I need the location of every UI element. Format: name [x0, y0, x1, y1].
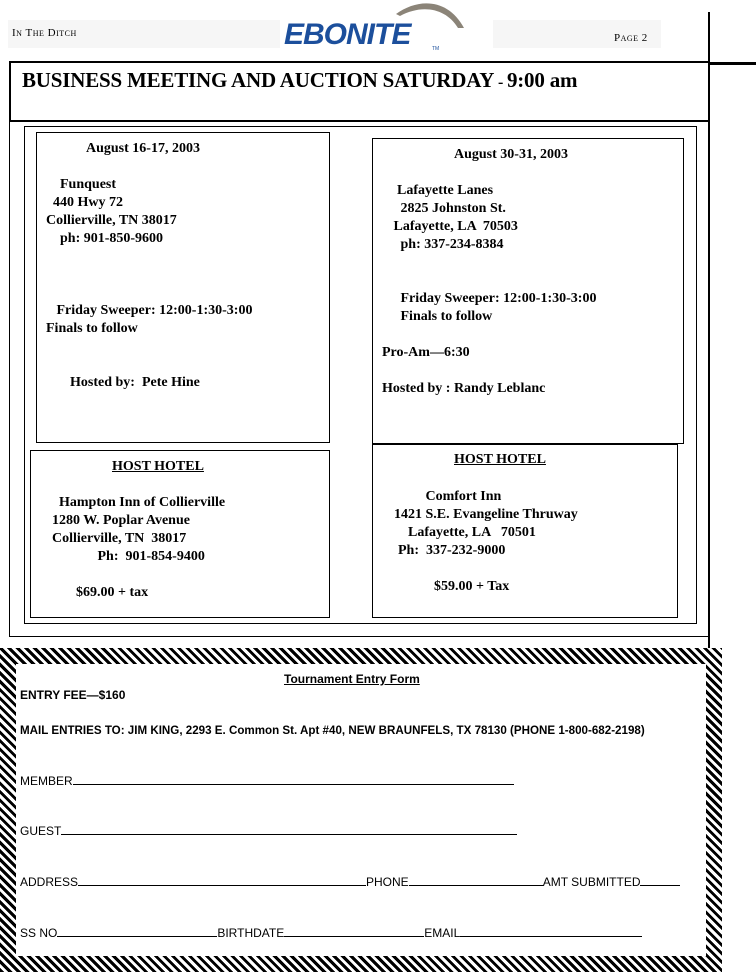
member-field[interactable]: [73, 774, 514, 785]
ssno-row: [20, 926, 642, 940]
entry-form-title: Tournament Entry Form: [284, 672, 420, 686]
ssno-field[interactable]: [57, 926, 217, 937]
amt-submitted-label: AMT SUBMITTED: [542, 875, 641, 889]
phone-label: PHONE: [366, 875, 409, 889]
hotel-right-line2: 1421 S.E. Evangeline Thruway: [394, 507, 578, 522]
hotel-left-line3: Collierville, TN 38017: [52, 531, 187, 546]
event-sweeper-left-line1: Friday Sweeper: 12:00-1:30-3:00: [46, 303, 253, 318]
guest-row: [20, 824, 517, 838]
address-label: ADDRESS: [20, 875, 79, 889]
event-venue-left-line3: Collierville, TN 38017: [46, 213, 177, 228]
page-number: Page 2: [614, 32, 648, 44]
banner-title-text: BUSINESS MEETING AND AUCTION SATURDAY: [22, 68, 495, 92]
entry-form-panel: [16, 664, 706, 956]
event-dates-right: August 30-31, 2003: [454, 147, 568, 162]
banner-time: 9:00 am: [506, 68, 578, 92]
event-host-left: Hosted by: Pete Hine: [70, 375, 200, 390]
entry-fee: ENTRY FEE—$160: [20, 688, 126, 702]
hotel-left-line1: Hampton Inn of Collierville: [52, 495, 226, 510]
member-label: MEMBER: [20, 774, 73, 788]
birthdate-label: BIRTHDATE: [217, 926, 285, 940]
address-row: [20, 875, 680, 889]
hotel-rate-right: $59.00 + Tax: [434, 579, 510, 594]
phone-field[interactable]: [409, 875, 543, 886]
event-sweeper-left-line2: Finals to follow: [46, 321, 138, 336]
email-field[interactable]: [460, 926, 642, 937]
trademark-mark: TM: [432, 46, 440, 52]
event-dates-left: August 16-17, 2003: [86, 141, 200, 156]
event-sweeper-right-line2: Finals to follow: [390, 309, 493, 324]
hotel-right-line4: Ph: 337-232-9000: [398, 543, 506, 558]
mail-entries-line: MAIL ENTRIES TO: JIM KING, 2293 E. Common St. Apt #40, NEW BRAUNFELS, TX 78130 (PHONE 1-800-682-2198): [20, 724, 645, 737]
event-venue-left-line4: ph: 901-850-9600: [46, 231, 164, 246]
newsletter-name: In The Ditch: [12, 27, 77, 39]
birthdate-field[interactable]: [284, 926, 424, 937]
event-venue-left-line2: 440 Hwy 72: [46, 195, 123, 210]
hotel-right-line1: Comfort Inn: [394, 489, 502, 504]
guest-field[interactable]: [61, 824, 517, 835]
email-label: EMAIL: [424, 926, 461, 940]
event-venue-right-line1: Lafayette Lanes: [390, 183, 494, 198]
banner-separator: -: [494, 74, 507, 91]
hotel-left-line4: Ph: 901-854-9400: [52, 549, 205, 564]
ebonite-logo-text: EBONITE: [284, 18, 411, 51]
hotel-left-line2: 1280 W. Poplar Avenue: [52, 513, 190, 528]
ssno-label: SS NO: [20, 926, 58, 940]
amt-submitted-field[interactable]: [640, 875, 680, 886]
event-venue-right-line3: Lafayette, LA 70503: [390, 219, 518, 234]
event-venue-right-line2: 2825 Johnston St.: [390, 201, 506, 216]
event-venue-right-line4: ph: 337-234-8384: [390, 237, 504, 252]
event-sweeper-right-line1: Friday Sweeper: 12:00-1:30-3:00: [390, 291, 597, 306]
right-top-rule: [708, 62, 756, 65]
member-row: [20, 774, 514, 788]
guest-label: GUEST: [20, 824, 62, 838]
hotel-heading-left: HOST HOTEL: [112, 459, 204, 474]
address-field[interactable]: [78, 875, 366, 886]
hotel-heading-right: HOST HOTEL: [454, 452, 546, 467]
hotel-right-line3: Lafayette, LA 70501: [394, 525, 536, 540]
hotel-rate-left: $69.00 + tax: [76, 585, 149, 600]
event-proam-right: Pro-Am—6:30: [382, 345, 470, 360]
event-host-right: Hosted by : Randy Leblanc: [382, 381, 546, 396]
event-venue-left-line1: Funquest: [46, 177, 117, 192]
banner-title: [22, 68, 577, 93]
